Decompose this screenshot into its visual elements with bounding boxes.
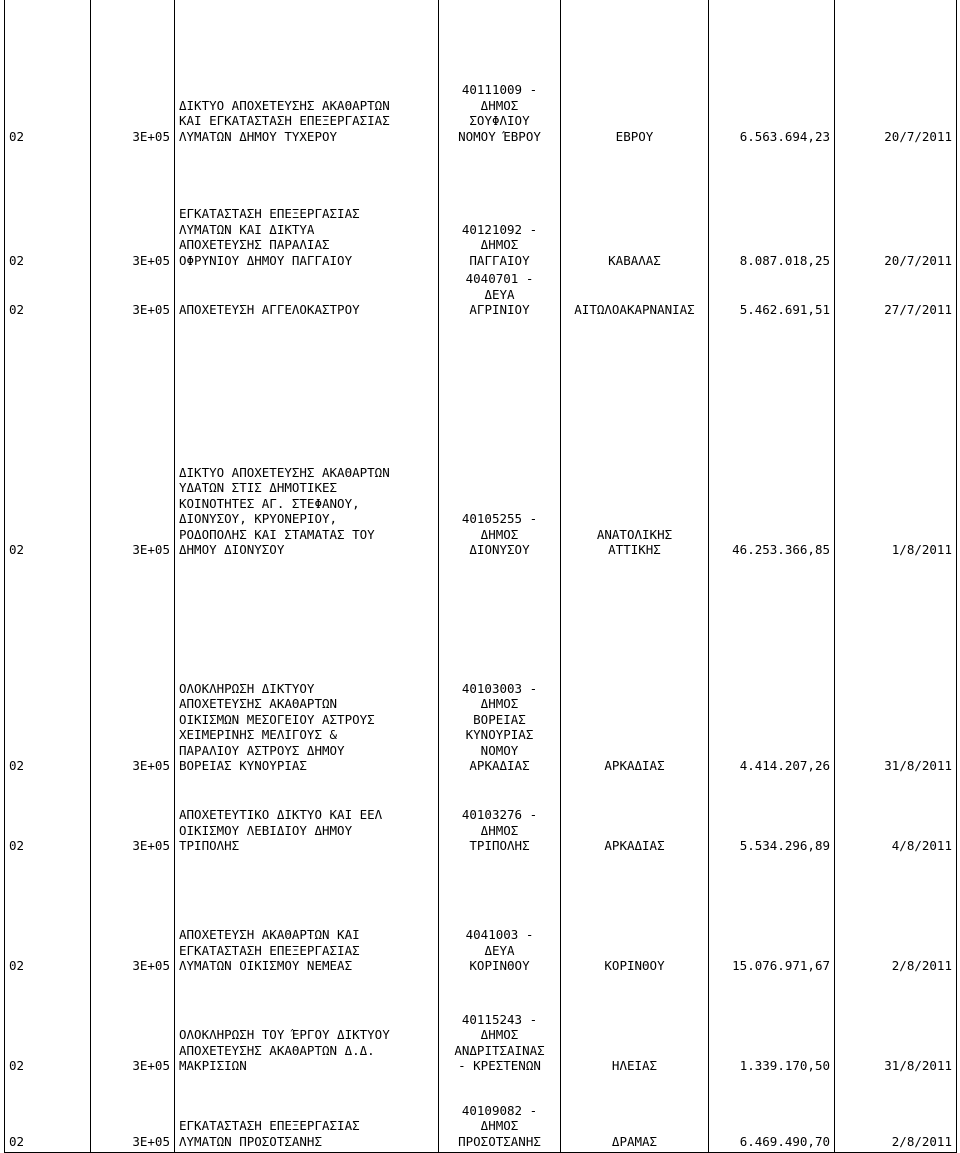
amount-cell: 5.462.691,51 <box>709 271 835 321</box>
description-cell-line: ΟΦΡΥΝΙΟΥ ΔΗΜΟΥ ΠΑΓΓΑΙΟΥ <box>179 252 353 268</box>
projects-table <box>4 0 957 1153</box>
category-cell: 3E+05 <box>91 561 175 777</box>
description-cell-line: ΕΓΚΑΤΑΣΤΑΣΗ ΕΠΕΞΕΡΓΑΣΙΑΣ <box>179 942 360 958</box>
category-cell: 3E+05 <box>91 857 175 977</box>
beneficiary-cell-line: - ΚΡΕΣΤΕΝΩΝ <box>458 1058 541 1073</box>
beneficiary-cell-line: ΔΗΜΟΣ <box>480 97 519 113</box>
description-cell-line: ΟΛΟΚΛΗΡΩΣΗ ΤΟΥ ΈΡΓΟΥ ΔΙΚΤΥΟΥ <box>179 1027 390 1042</box>
description-cell <box>175 857 439 977</box>
region-cell-line: ΑΡΚΑΔΙΑΣ <box>604 838 665 853</box>
beneficiary-cell-line: ΚΥΝΟΥΡΙΑΣ <box>465 727 534 742</box>
description-cell-line: ΑΠΟΧΕΤΕΥΣΗΣ ΠΑΡΑΛΙΑΣ <box>179 237 330 252</box>
beneficiary-cell-line: ΔΗΜΟΣ <box>480 822 519 838</box>
description-cell <box>175 271 439 321</box>
beneficiary-cell-line: ΤΡΙΠΟΛΗΣ <box>469 838 530 853</box>
category-cell: 3E+05 <box>91 777 175 857</box>
beneficiary-cell-line: 40109082 - <box>461 1102 538 1118</box>
description-cell-line: ΟΙΚΙΣΜΟΥ ΛΕΒΙΔΙΟΥ ΔΗΜΟΥ <box>179 822 353 838</box>
category-cell: 3E+05 <box>91 271 175 321</box>
beneficiary-cell-line: 4040701 - <box>465 271 534 286</box>
table-body <box>5 0 957 1153</box>
amount-cell: 6.563.694,23 <box>709 0 835 147</box>
beneficiary-cell-line: ΑΓΡΙΝΙΟΥ <box>469 302 530 317</box>
region-cell-line: ΚΑΒΑΛΑΣ <box>608 252 661 268</box>
beneficiary-cell <box>439 561 561 777</box>
table-row <box>5 857 957 977</box>
date-cell: 2/8/2011 <box>835 1077 957 1153</box>
description-cell-line: ΑΠΟΧΕΤΕΥΤΙΚΟ ΔΙΚΤΥΟ ΚΑΙ ΕΕΛ <box>179 807 383 822</box>
amount-cell: 6.469.490,70 <box>709 1077 835 1153</box>
region-cell-line: ΑΤΤΙΚΗΣ <box>608 542 661 557</box>
description-cell <box>175 977 439 1077</box>
category-cell: 3E+05 <box>91 1077 175 1153</box>
beneficiary-cell-line: ΒΟΡΕΙΑΣ <box>473 711 526 727</box>
beneficiary-cell <box>439 271 561 321</box>
description-cell-line: ΔΙΚΤΥΟ ΑΠΟΧΕΤΕΥΣΗΣ ΑΚΑΘΑΡΤΩΝ <box>179 464 390 480</box>
amount-cell: 5.534.296,89 <box>709 777 835 857</box>
beneficiary-cell-line: 4041003 - <box>465 927 534 942</box>
beneficiary-cell <box>439 321 561 561</box>
description-cell-line: ΟΙΚΙΣΜΩΝ ΜΕΣΟΓΕΙΟΥ ΑΣΤΡΟΥΣ <box>179 711 375 727</box>
category-cell: 3E+05 <box>91 321 175 561</box>
beneficiary-cell-line: ΔΗΜΟΣ <box>480 696 519 711</box>
region-cell <box>561 561 709 777</box>
table-row <box>5 321 957 561</box>
beneficiary-cell-line: ΠΡΟΣΟΤΣΑΝΗΣ <box>458 1133 541 1149</box>
code-cell: 02 <box>5 777 91 857</box>
category-cell: 3E+05 <box>91 977 175 1077</box>
beneficiary-cell-line: ΑΡΚΑΔΙΑΣ <box>469 758 530 773</box>
beneficiary-cell-line: 40115243 - <box>461 1011 538 1027</box>
category-cell: 3E+05 <box>91 0 175 147</box>
category-cell: 3E+05 <box>91 147 175 271</box>
region-cell <box>561 777 709 857</box>
amount-cell: 15.076.971,67 <box>709 857 835 977</box>
beneficiary-cell <box>439 147 561 271</box>
description-cell <box>175 1077 439 1153</box>
description-cell-line: ΥΔΑΤΩΝ ΣΤΙΣ ΔΗΜΟΤΙΚΕΣ <box>179 480 338 495</box>
region-cell <box>561 271 709 321</box>
code-cell: 02 <box>5 561 91 777</box>
table-row <box>5 147 957 271</box>
region-cell-line: ΔΡΑΜΑΣ <box>611 1133 658 1149</box>
beneficiary-cell-line: ΔΗΜΟΣ <box>480 526 519 542</box>
amount-cell: 46.253.366,85 <box>709 321 835 561</box>
region-cell <box>561 1077 709 1153</box>
description-cell <box>175 0 439 147</box>
description-cell-line: ΟΛΟΚΛΗΡΩΣΗ ΔΙΚΤΥΟΥ <box>179 680 315 696</box>
beneficiary-cell-line: ΔΗΜΟΣ <box>480 1027 519 1042</box>
beneficiary-cell <box>439 857 561 977</box>
beneficiary-cell-line: ΚΟΡΙΝΘΟΥ <box>469 958 530 973</box>
beneficiary-cell-line: ΔΙΟΝΥΣΟΥ <box>469 542 530 557</box>
beneficiary-cell-line: ΝΟΜΟΥ ΈΒΡΟΥ <box>458 128 541 144</box>
amount-cell: 4.414.207,26 <box>709 561 835 777</box>
table-row <box>5 777 957 857</box>
date-cell: 1/8/2011 <box>835 321 957 561</box>
date-cell: 4/8/2011 <box>835 777 957 857</box>
description-cell <box>175 147 439 271</box>
description-cell-line: ΚΑΙ ΕΓΚΑΤΑΣΤΑΣΗ ΕΠΕΞΕΡΓΑΣΙΑΣ <box>179 113 390 128</box>
beneficiary-cell-line: ΑΝΔΡΙΤΣΑΙΝΑΣ <box>454 1042 545 1058</box>
description-cell-line: ΑΠΟΧΕΤΕΥΣΗ ΑΓΓΕΛΟΚΑΣΤΡΟΥ <box>179 302 360 317</box>
beneficiary-cell-line: ΠΑΓΓΑΙΟΥ <box>469 252 530 268</box>
description-cell-line: ΑΠΟΧΕΤΕΥΣΗ ΑΚΑΘΑΡΤΩΝ ΚΑΙ <box>179 927 360 942</box>
beneficiary-cell-line: 40103276 - <box>461 807 538 822</box>
region-cell-line: ΚΟΡΙΝΘΟΥ <box>604 958 665 973</box>
beneficiary-cell-line: ΔΗΜΟΣ <box>480 237 519 252</box>
date-cell: 31/8/2011 <box>835 561 957 777</box>
description-cell-line: ΑΠΟΧΕΤΕΥΣΗΣ ΑΚΑΘΑΡΤΩΝ <box>179 696 338 711</box>
code-cell: 02 <box>5 147 91 271</box>
description-cell-line: ΛΥΜΑΤΩΝ ΟΙΚΙΣΜΟΥ ΝΕΜΕΑΣ <box>179 958 353 973</box>
beneficiary-cell-line: ΔΗΜΟΣ <box>480 1118 519 1133</box>
description-cell-line: ΧΕΙΜΕΡΙΝΗΣ ΜΕΛΙΓΟΥΣ & <box>179 727 338 742</box>
description-cell <box>175 777 439 857</box>
table-row <box>5 1077 957 1153</box>
beneficiary-cell-line: 40105255 - <box>461 511 538 526</box>
description-cell-line: ΕΓΚΑΤΑΣΤΑΣΗ ΕΠΕΞΕΡΓΑΣΙΑΣ <box>179 206 360 221</box>
region-cell <box>561 857 709 977</box>
region-cell-line: ΗΛΕΙΑΣ <box>611 1058 658 1073</box>
date-cell: 31/8/2011 <box>835 977 957 1077</box>
date-cell: 20/7/2011 <box>835 0 957 147</box>
description-cell-line: ΕΓΚΑΤΑΣΤΑΣΗ ΕΠΕΞΕΡΓΑΣΙΑΣ <box>179 1118 360 1133</box>
description-cell-line: ΔΙΟΝΥΣΟΥ, ΚΡΥΟΝΕΡΙΟΥ, <box>179 511 338 526</box>
beneficiary-cell-line: ΝΟΜΟΥ <box>480 742 519 758</box>
description-cell-line: ΠΑΡΑΛΙΟΥ ΑΣΤΡΟΥΣ ΔΗΜΟΥ <box>179 742 345 758</box>
region-cell <box>561 321 709 561</box>
beneficiary-cell <box>439 1077 561 1153</box>
beneficiary-cell-line: 40121092 - <box>461 221 538 237</box>
amount-cell: 1.339.170,50 <box>709 977 835 1077</box>
description-cell-line: ΛΥΜΑΤΩΝ ΔΗΜΟΥ ΤΥΧΕΡΟΥ <box>179 128 338 144</box>
code-cell: 02 <box>5 271 91 321</box>
description-cell-line: ΚΟΙΝΟΤΗΤΕΣ ΑΓ. ΣΤΕΦΑΝΟΥ, <box>179 495 360 511</box>
code-cell: 02 <box>5 857 91 977</box>
region-cell-line: ΕΒΡΟΥ <box>615 128 654 144</box>
table-row <box>5 977 957 1077</box>
beneficiary-cell <box>439 977 561 1077</box>
region-cell-line: ΑΝΑΤΟΛΙΚΗΣ <box>596 526 673 542</box>
description-cell-line: ΛΥΜΑΤΩΝ ΠΡΟΣΟΤΣΑΝΗΣ <box>179 1133 322 1149</box>
description-cell-line: ΔΙΚΤΥΟ ΑΠΟΧΕΤΕΥΣΗΣ ΑΚΑΘΑΡΤΩΝ <box>179 97 390 113</box>
date-cell: 27/7/2011 <box>835 271 957 321</box>
code-cell: 02 <box>5 321 91 561</box>
region-cell <box>561 977 709 1077</box>
description-cell <box>175 561 439 777</box>
beneficiary-cell-line: 40111009 - <box>461 82 538 97</box>
code-cell: 02 <box>5 0 91 147</box>
description-cell-line: ΤΡΙΠΟΛΗΣ <box>179 838 240 853</box>
region-cell <box>561 0 709 147</box>
beneficiary-cell-line: ΣΟΥΦΛΙΟΥ <box>469 113 530 128</box>
description-cell-line: ΛΥΜΑΤΩΝ ΚΑΙ ΔΙΚΤΥΑ <box>179 221 315 237</box>
date-cell: 20/7/2011 <box>835 147 957 271</box>
description-cell-line: ΒΟΡΕΙΑΣ ΚΥΝΟΥΡΙΑΣ <box>179 758 307 773</box>
description-cell-line: ΡΟΔΟΠΟΛΗΣ ΚΑΙ ΣΤΑΜΑΤΑΣ ΤΟΥ <box>179 526 375 542</box>
beneficiary-cell-line: 40103003 - <box>461 680 538 696</box>
region-cell <box>561 147 709 271</box>
description-cell-line: ΑΠΟΧΕΤΕΥΣΗΣ ΑΚΑΘΑΡΤΩΝ Δ.Δ. <box>179 1042 375 1058</box>
description-cell <box>175 321 439 561</box>
beneficiary-cell <box>439 0 561 147</box>
beneficiary-cell-line: ΔΕΥΑ <box>484 942 515 958</box>
date-cell: 2/8/2011 <box>835 857 957 977</box>
table-row <box>5 0 957 147</box>
code-cell: 02 <box>5 1077 91 1153</box>
description-cell-line: ΔΗΜΟΥ ΔΙΟΝΥΣΟΥ <box>179 542 285 557</box>
table-row <box>5 271 957 321</box>
beneficiary-cell-line: ΔΕΥΑ <box>484 286 515 302</box>
region-cell-line: ΑΙΤΩΛΟΑΚΑΡΝΑΝΙΑΣ <box>574 302 695 317</box>
region-cell-line: ΑΡΚΑΔΙΑΣ <box>604 758 665 773</box>
code-cell: 02 <box>5 977 91 1077</box>
amount-cell: 8.087.018,25 <box>709 147 835 271</box>
beneficiary-cell <box>439 777 561 857</box>
table-row <box>5 561 957 777</box>
description-cell-line: ΜΑΚΡΙΣΙΩΝ <box>179 1058 247 1073</box>
